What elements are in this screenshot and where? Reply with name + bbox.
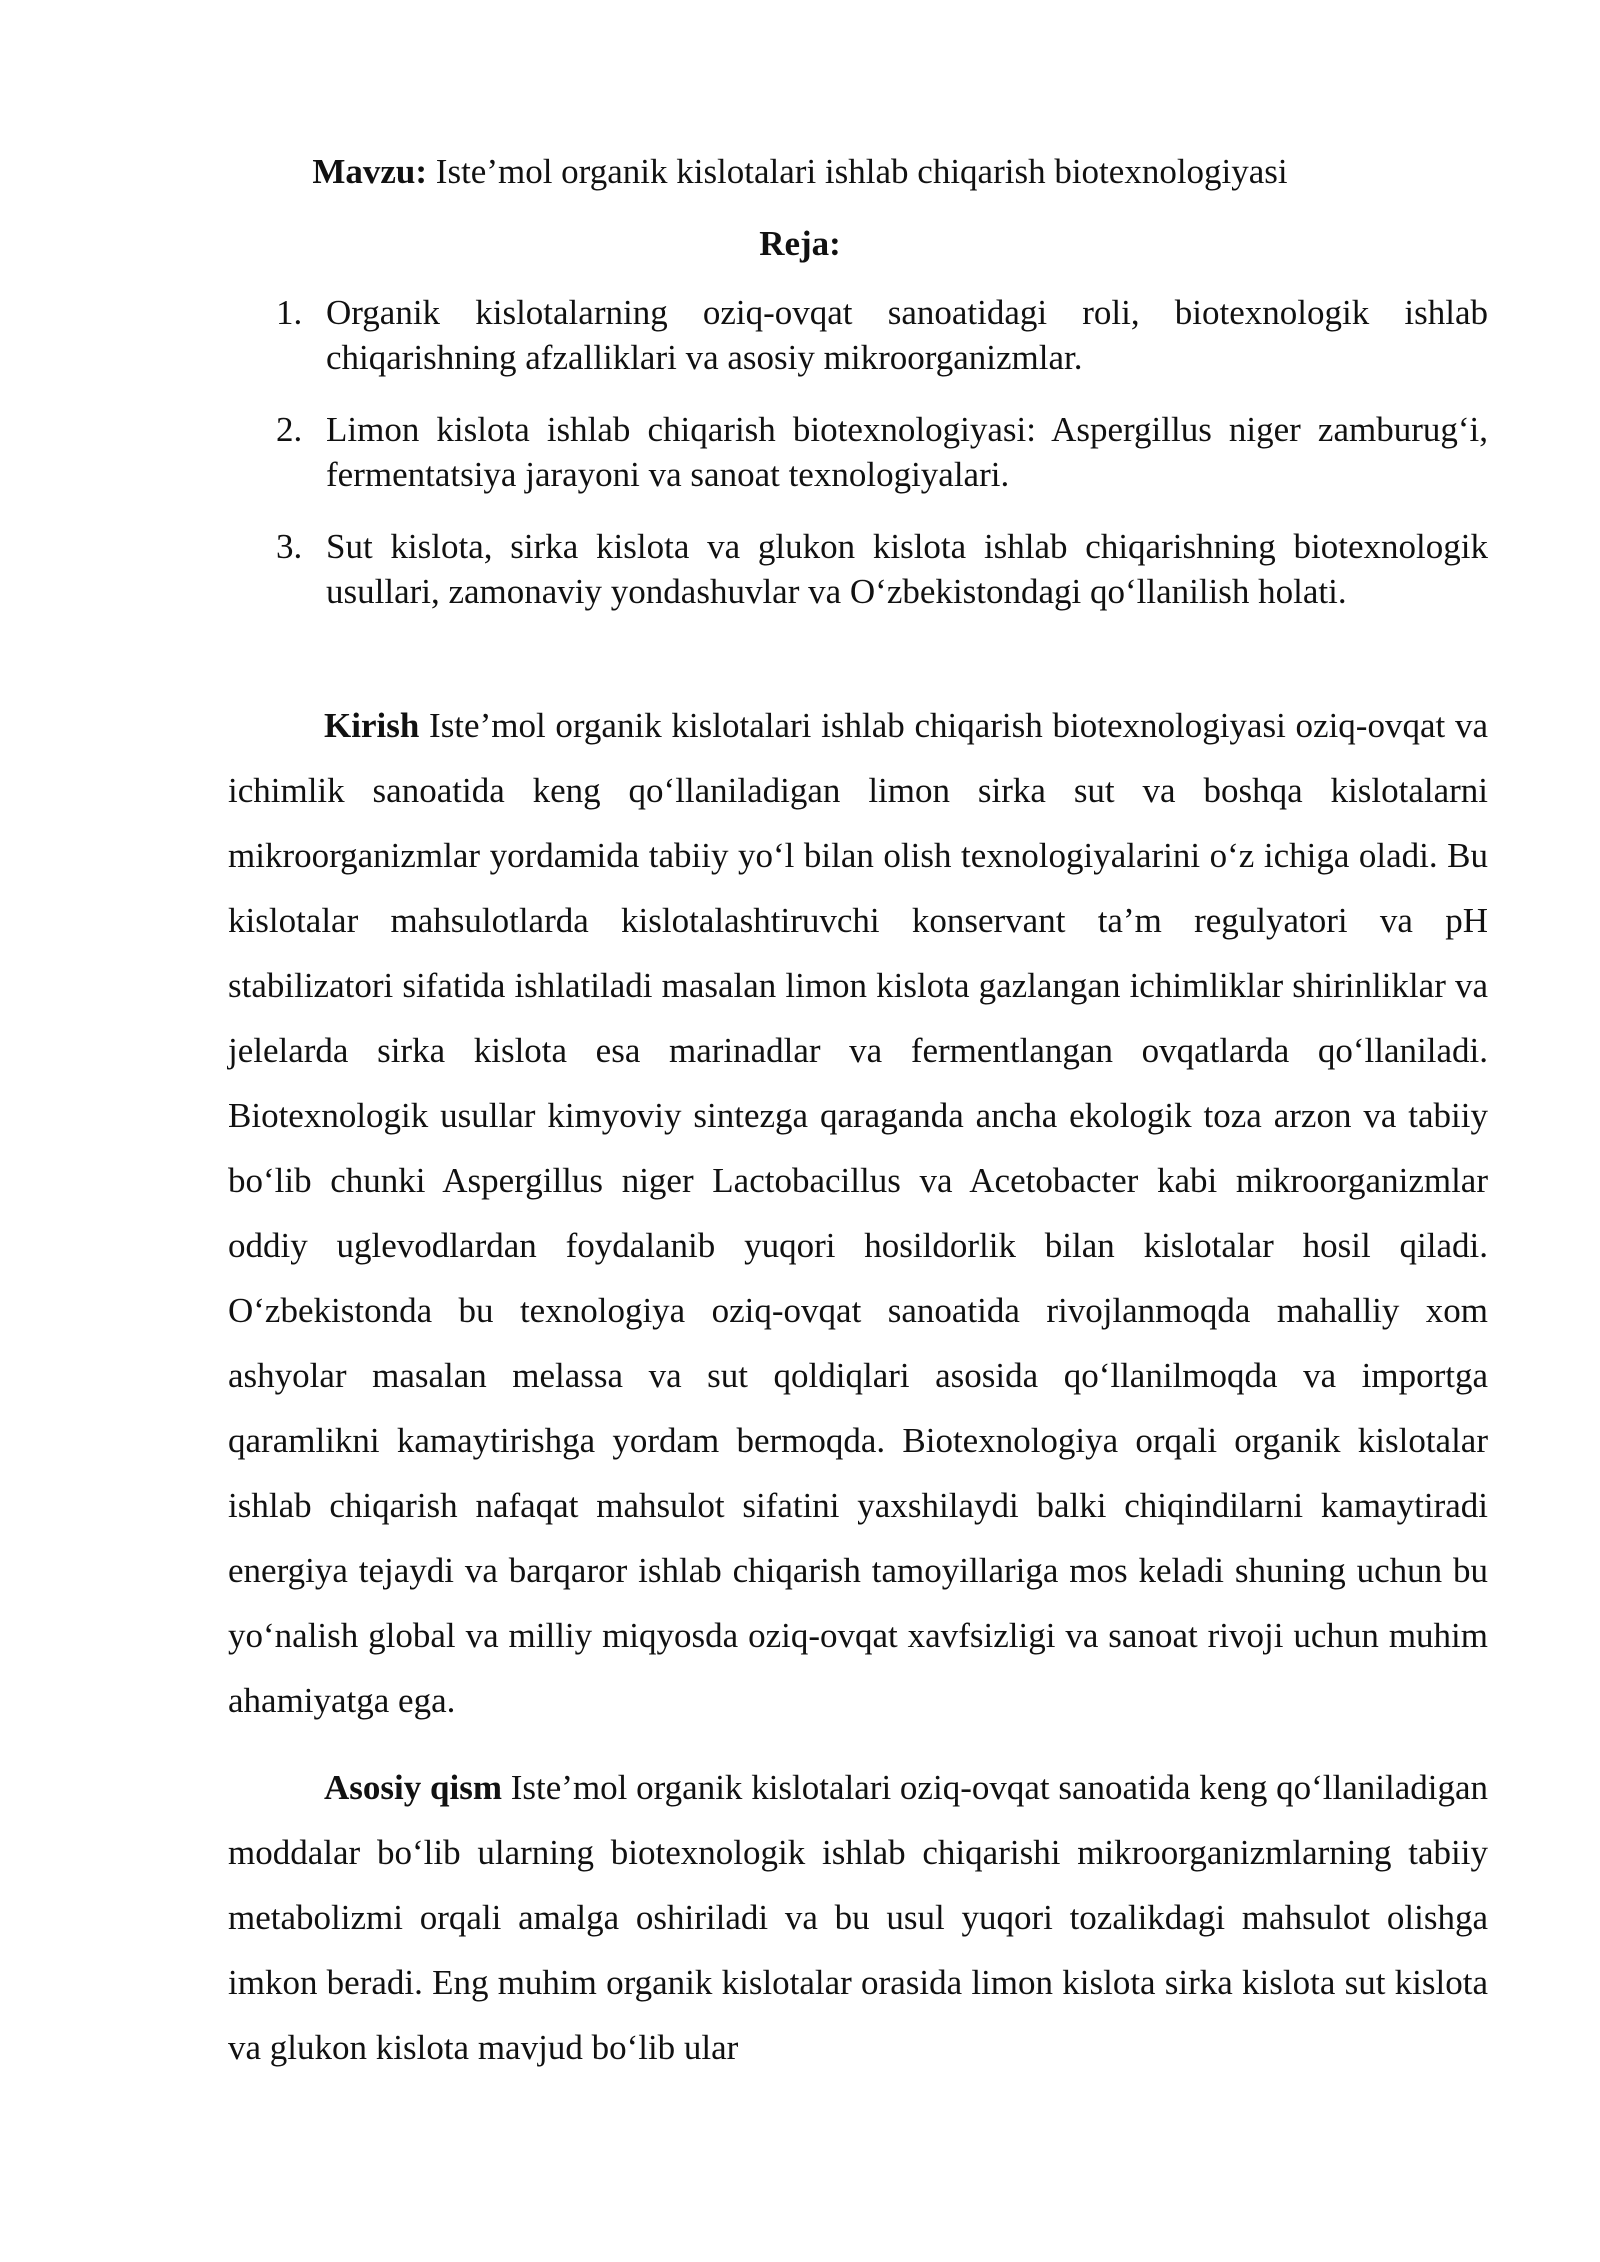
intro-text: Iste’mol organik kislotalari ishlab chiqarish biotexnologiyasi oziq-ovqat va ichimlik sanoatida keng qo‘llaniladigan limon sirka sut va boshqa kislotalarni mikroorganizmlar yordamida tabiiy yo‘l bilan olish texnologiyalarini o‘z ichiga oladi. Bu kislotalar mahsulotlarda kislotalashtiruvchi konservant ta’m regulyatori va pH stabilizatori sifatida ishlatiladi masalan limon kislota gazlangan ichimliklar shirinliklar va jelelarda sirka kislota esa marinadlar va fermentlangan ovqatlarda qo‘llaniladi. Biotexnologik usullar kimyoviy sintezga qaraganda ancha ekologik toza arzon va tabiiy bo‘lib chunki Aspergillus niger Lactobacillus va Acetobacter kabi mikroorganizmlar oddiy uglevodlardan foydalanib yuqori hosildorlik bilan kislotalar hosil qiladi. O‘zbekistonda bu texnologiya oziq-ovqat sanoatida rivojlanmoqda mahalliy xom ashyolar masalan melassa va sut qoldiqlari asosida qo‘llanilmoqda va importga qaramlikni kamaytirishga yordam bermoqda. Biotexnologiya orqali organik kislotalar ishlab chiqarish nafaqat mahsulot sifatini yaxshilaydi balki chiqindilarni kamaytiradi energiya tejaydi va barqaror ishlab chiqarish tamoyillariga mos keladi shuning uchun bu yo‘nalish global va milliy miqyosda oziq-ovqat xavfsizligi va sanoat rivoji uchun muhim ahamiyatga ega. [228, 706, 1488, 1720]
plan-item-number: 2. [276, 410, 303, 449]
main-heading: Asosiy qism [324, 1768, 502, 1807]
plan-item-text: Organik kislotalarning oziq-ovqat sanoatidagi roli, biotexnologik ishlab chiqarishning afzalliklari va asosiy mikroorganizmlar. [326, 293, 1488, 377]
plan-item [228, 524, 1488, 614]
plan-item [228, 407, 1488, 497]
plan-heading: Reja: [759, 224, 841, 263]
main-text: Iste’mol organik kislotalari oziq-ovqat sanoatida keng qo‘llaniladigan moddalar bo‘lib ularning biotexnologik ishlab chiqarishi mikroorganizmlarning tabiiy metabolizmi orqali amalga oshiriladi va bu usul yuqori tozalikdagi mahsulot olishga imkon beradi. Eng muhim organik kislotalar orasida limon kislota sirka kislota sut kislota va glukon kislota mavjud bo‘lib ular [228, 1768, 1488, 2067]
plan-list [228, 290, 1488, 641]
topic-text: Iste’mol organik kislotalari ishlab chiqarish biotexnologiyasi [427, 152, 1288, 191]
plan-item-number: 1. [276, 293, 303, 332]
plan-item-text: Limon kislota ishlab chiqarish biotexnologiyasi: Aspergillus niger zamburug‘i, fermentatsiya jarayoni va sanoat texnologiyalari. [326, 410, 1488, 494]
intro-paragraph [228, 693, 1488, 1733]
intro-heading: Kirish [324, 706, 420, 745]
plan-item-number: 3. [276, 527, 303, 566]
plan-item-text: Sut kislota, sirka kislota va glukon kislota ishlab chiqarishning biotexnologik usullari, zamonaviy yondashuvlar va O‘zbekistondagi qo‘llanilish holati. [326, 527, 1488, 611]
main-paragraph [228, 1755, 1488, 2080]
plan-item [228, 290, 1488, 380]
topic-title [0, 148, 1600, 196]
topic-label: Mavzu: [312, 152, 428, 191]
